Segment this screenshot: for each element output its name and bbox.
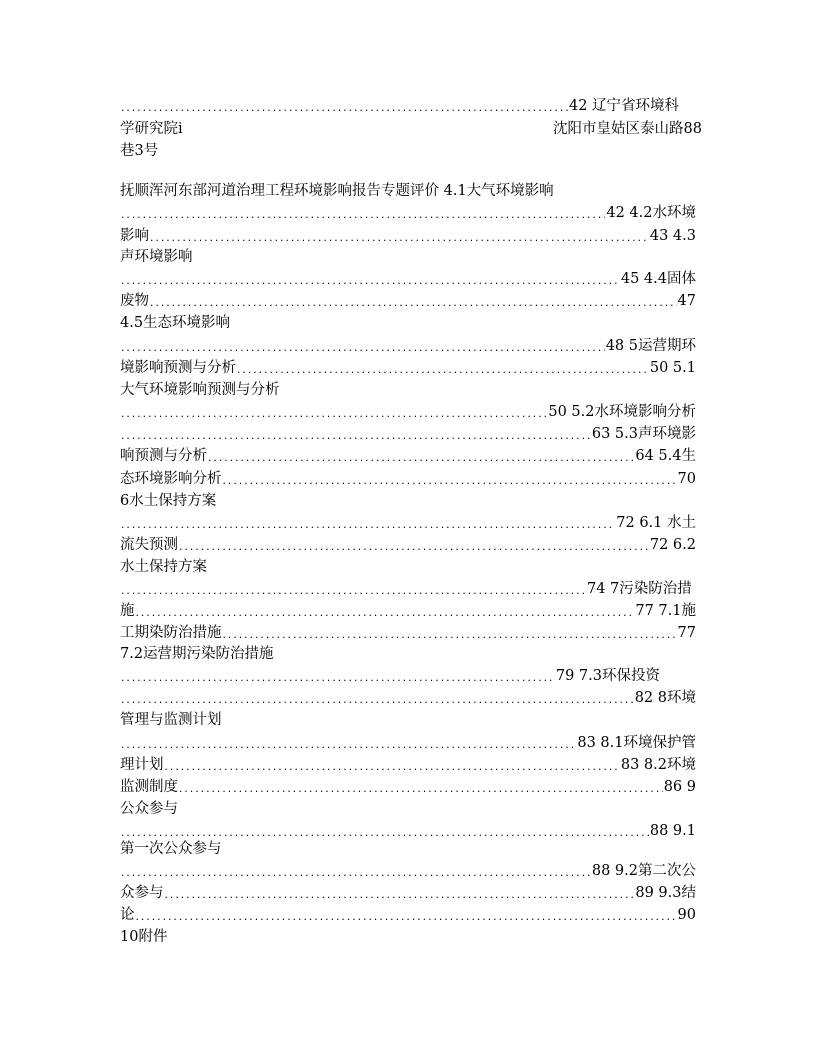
leader-dots bbox=[120, 863, 591, 882]
leader-dots bbox=[120, 205, 605, 224]
toc-line bbox=[120, 290, 696, 312]
toc-line bbox=[120, 335, 696, 357]
leader-dots bbox=[120, 690, 634, 709]
toc-entry-text: 82 8环境 bbox=[634, 690, 696, 706]
toc-entry-lead: 众参与 bbox=[120, 885, 164, 901]
toc-heading: 声环境影响 bbox=[120, 249, 193, 265]
toc-entry-text: 74 7污染防治措 bbox=[587, 581, 692, 597]
toc-entry-text: 88 9.1 bbox=[649, 823, 696, 839]
leader-dots bbox=[222, 625, 677, 644]
toc-line bbox=[120, 468, 696, 490]
toc-heading: 公众参与 bbox=[120, 801, 178, 817]
toc-line bbox=[120, 776, 696, 798]
toc-line bbox=[120, 732, 696, 754]
toc-line bbox=[120, 423, 696, 445]
toc-entry-lead: 态环境影响分析 bbox=[120, 471, 222, 487]
toc-entry-lead: 论 bbox=[120, 907, 135, 923]
toc-page-number: 47 bbox=[677, 293, 696, 309]
toc-entry-text: 63 5.3声环境影 bbox=[591, 426, 696, 442]
toc-page-number: 72 6.2 bbox=[649, 537, 696, 553]
toc-heading: 4.5生态环境影响 bbox=[120, 315, 231, 331]
toc-line bbox=[120, 95, 696, 117]
toc-entry-lead: 监测制度 bbox=[120, 779, 178, 795]
toc-entry-text: 42 4.2水环境 bbox=[606, 205, 696, 221]
toc-entry-text: 42 辽宁省环境科 bbox=[569, 98, 680, 114]
leader-dots bbox=[164, 885, 635, 904]
toc-entry-text: 48 5运营期环 bbox=[605, 338, 696, 354]
leader-dots bbox=[120, 338, 605, 357]
toc-line bbox=[120, 860, 696, 882]
toc-heading: 第一次公众参与 bbox=[120, 841, 222, 857]
leader-dots bbox=[120, 581, 586, 600]
toc-heading: 6水土保持方案 bbox=[120, 493, 217, 509]
leader-dots bbox=[149, 293, 677, 312]
toc-entry-lead: 境影响预测与分析 bbox=[120, 360, 236, 376]
institute-name: 学研究院i bbox=[120, 121, 183, 137]
toc-entry-lead: 响预测与分析 bbox=[120, 448, 207, 464]
institute-address: 沈阳市皇姑区泰山路88 bbox=[553, 121, 702, 137]
toc-page-number: 86 9 bbox=[663, 779, 696, 795]
toc-entry-text: 45 4.4固体 bbox=[620, 271, 696, 287]
toc-line bbox=[120, 754, 696, 776]
leader-dots bbox=[120, 426, 591, 445]
leader-dots bbox=[135, 907, 677, 926]
toc-line bbox=[120, 882, 696, 904]
leader-dots bbox=[222, 471, 677, 490]
toc-heading: 大气环境影响预测与分析 bbox=[120, 382, 280, 398]
toc-line bbox=[120, 665, 660, 687]
leader-dots bbox=[120, 404, 547, 423]
toc-line bbox=[120, 445, 696, 467]
toc-entry-lead: 废物 bbox=[120, 293, 149, 309]
toc-page-number: 77 7.1施 bbox=[635, 603, 696, 619]
toc-heading: 10附件 bbox=[120, 929, 168, 945]
leader-dots bbox=[207, 448, 634, 467]
leader-dots bbox=[164, 757, 620, 776]
toc-page-number: 50 5.1 bbox=[649, 360, 696, 376]
toc-entry-text: 83 8.1环境保护管 bbox=[577, 735, 696, 751]
toc-heading: 水土保持方案 bbox=[120, 559, 207, 575]
toc-page-number: 89 9.3结 bbox=[635, 885, 696, 901]
leader-dots bbox=[120, 515, 615, 534]
toc-entry-text: 50 5.2水环境影响分析 bbox=[548, 404, 696, 420]
leader-dots bbox=[178, 779, 663, 798]
toc-line bbox=[120, 578, 696, 600]
toc-page-number: 43 4.3 bbox=[649, 228, 696, 244]
leader-dots bbox=[120, 271, 620, 290]
toc-entry-text: 79 7.3环保投资 bbox=[555, 668, 660, 684]
leader-dots bbox=[149, 228, 649, 247]
toc-page-number: 70 bbox=[677, 471, 696, 487]
toc-page-number: 83 8.2环境 bbox=[620, 757, 696, 773]
toc-page-number: 64 5.4生 bbox=[635, 448, 696, 464]
leader-dots bbox=[120, 735, 576, 754]
toc-line bbox=[120, 600, 696, 622]
toc-heading: 管理与监测计划 bbox=[120, 712, 222, 728]
toc-line bbox=[120, 225, 696, 247]
toc-line bbox=[120, 687, 696, 709]
leader-dots bbox=[178, 537, 649, 556]
toc-line bbox=[120, 904, 696, 926]
report-title-line: 抚顺浑河东部河道治理工程环境影响报告专题评价 4.1大气环境影响 bbox=[120, 183, 554, 199]
toc-line bbox=[120, 357, 696, 379]
toc-entry-text: 88 9.2第二次公 bbox=[591, 863, 696, 879]
toc-page-number: 77 bbox=[677, 625, 696, 641]
toc-entry-lead: 流失预测 bbox=[120, 537, 178, 553]
toc-page-number: 90 bbox=[677, 907, 696, 923]
toc-line bbox=[120, 202, 696, 224]
toc-heading: 7.2运营期污染防治措施 bbox=[120, 646, 274, 662]
toc-line bbox=[120, 512, 696, 534]
leader-dots bbox=[135, 603, 635, 622]
address-line-cont: 巷3号 bbox=[120, 143, 159, 159]
toc-line bbox=[120, 401, 696, 423]
toc-entry-lead: 工期染防治措施 bbox=[120, 625, 222, 641]
address-line bbox=[120, 118, 702, 140]
toc-line bbox=[120, 622, 696, 644]
toc-line bbox=[120, 268, 696, 290]
leader-dots bbox=[120, 668, 555, 687]
leader-dots bbox=[120, 98, 568, 117]
toc-entry-lead: 施 bbox=[120, 603, 135, 619]
toc-entry-text: 72 6.1 水土 bbox=[616, 515, 696, 531]
toc-entry-lead: 影响 bbox=[120, 228, 149, 244]
toc-entry-lead: 理计划 bbox=[120, 757, 164, 773]
leader-dots bbox=[236, 360, 649, 379]
toc-line bbox=[120, 534, 696, 556]
